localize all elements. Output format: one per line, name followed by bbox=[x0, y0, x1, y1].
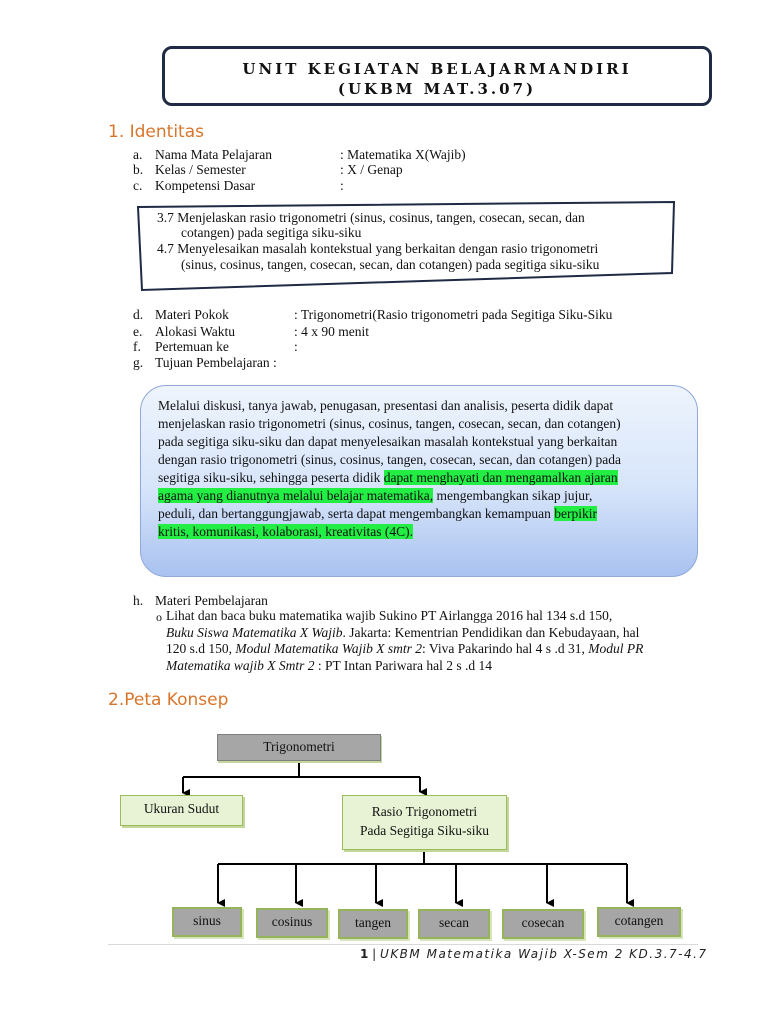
item-label-h: Materi Pembelajaran bbox=[155, 593, 268, 608]
title-line-1: UNIT KEGIATAN BELAJARMANDIRI bbox=[242, 60, 632, 78]
section-peta-heading: 2.Peta Konsep bbox=[108, 690, 229, 710]
item-value-f: : bbox=[294, 339, 298, 354]
item-value-b: : X / Genap bbox=[340, 162, 403, 177]
tujuan-line-3: pada segitiga siku-siku dan dapat menyelesaikan masalah kontekstual yang berkaitan bbox=[158, 434, 618, 449]
leaf-secan: secan bbox=[418, 909, 490, 939]
node-root: Trigonometri bbox=[217, 734, 381, 761]
tujuan-line-1: Melalui diskusi, tanya jawab, penugasan, presentasi dan analisis, peserta didik dapat bbox=[158, 398, 614, 413]
kd-line-4: (sinus, cosinus, tangen, cosecan, secan, dan cotangen) pada segitiga siku-siku bbox=[181, 257, 600, 272]
item-letter-g: g. bbox=[133, 355, 144, 370]
materi-line-3-text-a: 120 s.d 150, bbox=[166, 641, 236, 656]
item-letter-a: a. bbox=[133, 147, 143, 162]
node-rasio bbox=[342, 795, 507, 850]
materi-line-1: Lihat dan baca buku matematika wajib Sukino PT Airlangga 2016 hal 134 s.d 150, bbox=[166, 608, 613, 623]
node-rasio-line-2: Pada Segitiga Siku-siku bbox=[360, 823, 489, 838]
item-letter-d: d. bbox=[133, 307, 144, 322]
item-label-c: Kompetensi Dasar bbox=[155, 178, 256, 193]
item-value-d: : Trigonometri(Rasio trigonometri pada Segitiga Siku-Siku bbox=[294, 307, 613, 322]
leaf-tangen: tangen bbox=[338, 909, 408, 939]
tujuan-highlight-1: dapat menghayati dan mengamalkan ajaran bbox=[383, 470, 618, 485]
footer bbox=[360, 947, 708, 961]
item-label-g: Tujuan Pembelajaran : bbox=[155, 355, 277, 370]
item-letter-e: e. bbox=[133, 324, 143, 339]
footer-divider bbox=[108, 944, 698, 945]
kd-line-3: 4.7 Menyelesaikan masalah kontekstual yang berkaitan dengan rasio trigonometri bbox=[157, 241, 599, 256]
title-line-2: (UKBM MAT.3.07) bbox=[337, 80, 537, 98]
leaf-cotangen: cotangen bbox=[597, 907, 681, 937]
footer-text: UKBM Matematika Wajib X-Sem 2 KD.3.7-4.7 bbox=[380, 947, 708, 961]
tujuan-highlight-4: kritis, komunikasi, kolaborasi, kreativitas (4C). bbox=[158, 524, 413, 539]
kd-line-2: cotangen) pada segitiga siku-siku bbox=[181, 225, 362, 240]
materi-line-2-text: . Jakarta: Kementrian Pendidikan dan Kebudayaan, hal bbox=[342, 625, 640, 640]
materi-book-title-3b: Matematika wajib X Smtr 2 bbox=[166, 658, 315, 673]
node-rasio-line-1: Rasio Trigonometri bbox=[371, 804, 478, 819]
materi-book-title-2: Modul Matematika Wajib X smtr 2 bbox=[235, 641, 423, 656]
tujuan-highlight-3: berpikir bbox=[554, 506, 597, 521]
materi-line-3-text-b: : Viva Pakarindo hal 4 s .d 31, bbox=[422, 641, 589, 656]
leaf-cosinus: cosinus bbox=[256, 908, 328, 938]
materi-book-title-1: Buku Siswa Matematika X Wajib bbox=[166, 625, 343, 640]
item-label-e: Alokasi Waktu bbox=[155, 324, 236, 339]
tujuan-line-6-text: mengembangkan sikap jujur, bbox=[433, 488, 593, 503]
tujuan-line-2: menjelaskan rasio trigonometri (sinus, cosinus, tangen, cosecan, secan, dan cotangen) bbox=[158, 416, 621, 431]
node-ukuran-sudut: Ukuran Sudut bbox=[120, 795, 243, 826]
item-label-d: Materi Pokok bbox=[155, 307, 229, 322]
tujuan-highlight-2: agama yang dianutnya melalui belajar matematika, bbox=[158, 488, 434, 503]
item-value-c: : bbox=[340, 178, 344, 193]
leaf-cosecan: cosecan bbox=[502, 909, 584, 939]
tujuan-line-4: dengan rasio trigonometri (sinus, cosinus, tangen, cosecan, secan, dan cotangen) pada bbox=[158, 452, 621, 467]
materi-book-title-3a: Modul PR bbox=[588, 641, 644, 656]
footer-page-number: 1 bbox=[360, 947, 369, 961]
kd-line-1: 3.7 Menjelaskan rasio trigonometri (sinus, cosinus, tangen, cosecan, secan, dan bbox=[157, 210, 585, 225]
item-label-f: Pertemuan ke bbox=[155, 339, 229, 354]
item-letter-f: f. bbox=[133, 339, 141, 354]
section-identitas-heading: 1. Identitas bbox=[108, 122, 204, 142]
item-label-a: Nama Mata Pelajaran bbox=[155, 147, 272, 162]
item-letter-h: h. bbox=[133, 593, 144, 608]
footer-separator: | bbox=[368, 947, 381, 961]
leaf-sinus: sinus bbox=[172, 907, 242, 937]
tujuan-line-5-text: segitiga siku-siku, sehingga peserta didik bbox=[158, 470, 384, 485]
tujuan-line-7-text: peduli, dan bertanggungjawab, serta dapat mengembangkan kemampuan bbox=[158, 506, 555, 521]
materi-line-4-text: : PT Intan Pariwara hal 2 s .d 14 bbox=[314, 658, 492, 673]
item-value-a: : Matematika X(Wajib) bbox=[340, 147, 466, 162]
item-value-e: : 4 x 90 menit bbox=[294, 324, 369, 339]
item-letter-c: c. bbox=[133, 178, 143, 193]
bullet-icon: o bbox=[156, 610, 162, 624]
item-letter-b: b. bbox=[133, 162, 144, 177]
item-label-b: Kelas / Semester bbox=[155, 162, 246, 177]
